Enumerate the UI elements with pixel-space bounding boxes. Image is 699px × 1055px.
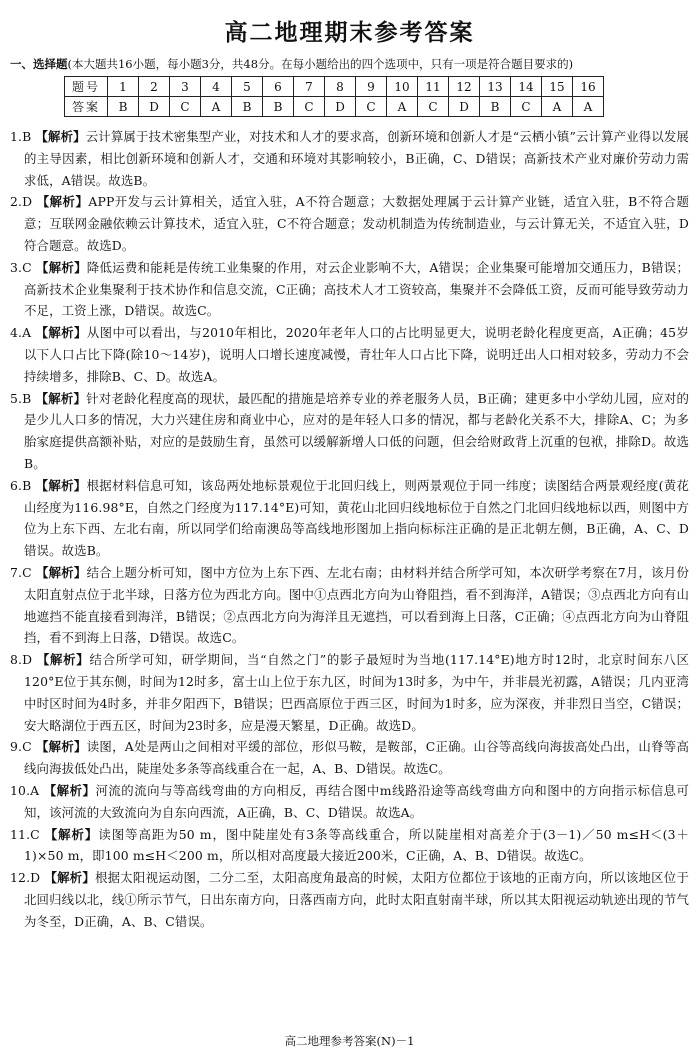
row-label-number: 题号 (65, 77, 108, 97)
item-text: APP开发与云计算相关，适宜入驻，A不符合题意；大数据处理属于云计算产业链，适宜入驻，B不符合题意；互联网金融依赖云计算技术，适宜入驻，C不符合题意；发动机制造为传统制造业，与云计算无关，不适宜入驻，D符合题意。故选D。 (24, 194, 689, 253)
item-text: 根据太阳视运动图，二分二至，太阳高度角最高的时候，太阳方位都位于该地的正南方向，所以该地区位于北回归线以北，线①所示节气，日出东南方向，日落西南方向，此时太阳直射南半球，所以其太阳视运动轨迹出现的节气为冬至，D正确，A、B、C错误。 (24, 870, 689, 929)
explanation-list (10, 126, 689, 932)
explanation-item (10, 867, 689, 932)
answer-cell: D (449, 97, 480, 117)
item-number: 1.B (10, 129, 32, 144)
answer-row (65, 97, 604, 117)
item-text: 降低运费和能耗是传统工业集聚的作用，对云企业影响不大，A错误；企业集聚可能增加交通压力，B错误；高新技术企业集聚利于技术协作和信息交流，C正确；高技术人才工资较高，集聚并不会降低工资，反而可能导致劳动力不足，工资上涨，D错误。故选C。 (24, 259, 689, 319)
analysis-tag: 【解析】 (43, 782, 96, 798)
question-number-cell: 10 (387, 77, 418, 97)
analysis-tag: 【解析】 (35, 390, 87, 406)
analysis-tag: 【解析】 (35, 477, 87, 493)
item-text: 读图，A处是两山之间相对平缓的部位，形似马鞍，是鞍部，C正确。山谷等高线向海拔高处凸出，山脊等高线向海拔低处凸出，陡崖处多条等高线重合在一起，A、B、D错误。故选C。 (24, 739, 689, 777)
question-number-cell: 13 (480, 77, 511, 97)
explanation-item (10, 322, 689, 387)
answer-cell: C (356, 97, 387, 117)
answer-cell: B (480, 97, 511, 117)
analysis-tag: 【解析】 (36, 259, 87, 275)
question-number-cell: 8 (325, 77, 356, 97)
analysis-tag: 【解析】 (36, 739, 87, 755)
question-number-cell: 6 (263, 77, 294, 97)
item-text: 云计算属于技术密集型产业，对技术和人才的要求高，创新环境和创新人才是“云栖小镇”云计算产业得以发展的主导因素，相比创新环境和创新人才，交通和环境对其影响较小，B正确，C、D错误；高新技术产业对廉价劳动力需求低，A错误。故选B。 (24, 129, 689, 188)
question-number-cell: 16 (573, 77, 604, 97)
answer-cell: B (263, 97, 294, 117)
question-number-cell: 3 (170, 77, 201, 97)
explanation-item (10, 191, 689, 256)
page-title: 高二地理期末参考答案 (224, 20, 475, 46)
item-number: 5.B (10, 390, 32, 406)
section-heading (10, 56, 689, 72)
answer-cell: B (232, 97, 263, 117)
section-label: 一、选择题 (10, 57, 68, 71)
explanation-item (10, 736, 689, 780)
answer-cell: A (387, 97, 418, 117)
answer-cell: B (108, 97, 139, 117)
analysis-tag: 【解析】 (35, 129, 86, 144)
question-number-cell: 15 (542, 77, 573, 97)
item-text: 从图中可以看出，与2010年相比，2020年老年人口的占比明显更大，说明老龄化程度更高，A正确；45岁以下人口占比下降(除10～14岁)，说明人口增长速度减慢，青壮年人口占比下降，说明迁出人口相对较多，劳动力不会持续增多，排除B、C、D。故选A。 (24, 325, 689, 384)
item-text: 针对老龄化程度高的现状，最匹配的措施是培养专业的养老服务人员，B正确；建更多中小学幼儿园，应对的是少儿人口多的情况，大力兴建住房和商业中心，应对的是年轻人口多的情况，都与老龄化关系不大，排除A、C；为多胎家庭提供高额补贴，对应的是鼓励生育，虽然可以缓解新增人口低的问题，但会给财政背上沉重的包袱，排除D。故选B。 (24, 390, 689, 471)
item-number: 11.C (10, 826, 40, 842)
analysis-tag: 【解析】 (35, 564, 87, 580)
item-number: 10.A (10, 782, 40, 798)
item-number: 8.D (10, 652, 33, 668)
row-label-answer: 答案 (65, 97, 108, 117)
explanation-item (10, 649, 689, 736)
item-number: 3.C (10, 259, 32, 275)
analysis-tag: 【解析】 (36, 652, 90, 668)
answer-cell: C (294, 97, 325, 117)
item-text: 结合所学可知，研学期间，当“自然之门”的影子最短时为当地(117.14°E)地方时12时，北京时间东八区120°E位于其东侧，时间为12时多，富士山上位于东九区，时间为13时多，为中午，并非晨光初露，A错误；几内亚湾中时区时间为4时多，并非夕阳西下，B错误；巴西高原位于西三区，时间为1时多，应为深夜，并非烈日当空，C错误；安大略湖位于西五区，时间为23时多，应是漫天繁星，D正确。故选D。 (24, 652, 689, 733)
answer-cell: A (542, 97, 573, 117)
page-footer: 高二地理参考答案(N)－1 (284, 1034, 415, 1048)
item-number: 7.C (10, 564, 32, 580)
explanation-item (10, 824, 689, 868)
answer-cell: A (201, 97, 232, 117)
question-number-cell: 2 (139, 77, 170, 97)
question-number-cell: 1 (108, 77, 139, 97)
question-number-cell: 7 (294, 77, 325, 97)
explanation-item (10, 475, 689, 562)
explanation-item (10, 780, 689, 824)
analysis-tag: 【解析】 (36, 194, 89, 210)
question-number-cell: 4 (201, 77, 232, 97)
item-text: 读图等高距为50 m，图中陡崖处有3条等高线重合，所以陡崖相对高差介于(3－1)／50 m≤H＜(3＋1)×50 m，即100 m≤H＜200 m，所以相对高度最大接近200米，C正确，A、B、D错误。故选C。 (24, 826, 690, 864)
answer-cell: D (325, 97, 356, 117)
question-number-cell: 11 (418, 77, 449, 97)
answer-table (64, 76, 604, 117)
question-number-cell: 14 (511, 77, 542, 97)
answer-cell: A (573, 97, 604, 117)
item-number: 9.C (10, 739, 32, 755)
analysis-tag: 【解析】 (44, 826, 99, 842)
item-number: 4.A (10, 325, 32, 341)
question-number-cell: 12 (449, 77, 480, 97)
explanation-item (10, 388, 689, 475)
question-number-cell: 5 (232, 77, 263, 97)
item-number: 12.D (10, 870, 41, 886)
analysis-tag: 【解析】 (44, 870, 96, 886)
explanation-item (10, 126, 689, 191)
item-number: 2.D (10, 194, 33, 210)
item-text: 根据材料信息可知，该岛两处地标景观位于北回归线上，则两景观位于同一纬度；读图结合两景观经度(黄花山经度为116.98°E，自然之门经度为117.14°E)可知，黄花山北回归线地标位于自然之门北回归线地标以西，则图中方位为上东下西、左北右南，所以同学们给南澳岛等高线地形图加上指向标标注正确的是正北朝左侧，B正确，A、C、D错误。故选B。 (24, 477, 689, 559)
explanation-item (10, 257, 689, 322)
answer-cell: D (139, 97, 170, 117)
item-text: 结合上题分析可知，图中方位为上东下西、左北右南；由材料并结合所学可知，本次研学考察在7月，该月份太阳直射点位于北半球，日落方位为西北方向。图中①点西北方向为山脊阻挡，看不到海洋，A错误；③点西北方向有山地遮挡不能直接看到海洋，B错误；②点西北方向为海洋且无遮挡，可以看到海上日落，C正确；④点西北方向为山脊阻挡，看不到海上日落，D错误。故选C。 (24, 564, 689, 646)
section-description: (本大题共16小题，每小题3分，共48分。在每小题给出的四个选项中，只有一项是符合题目要求的) (67, 57, 574, 71)
question-number-row (65, 77, 604, 97)
analysis-tag: 【解析】 (35, 325, 87, 341)
explanation-item (10, 562, 689, 649)
item-number: 6.B (10, 477, 32, 493)
answer-cell: C (418, 97, 449, 117)
answer-cell: C (170, 97, 201, 117)
answer-cell: C (511, 97, 542, 117)
item-text: 河流的流向与等高线弯曲的方向相反，再结合图中m线路沿途等高线弯曲方向和图中的方向指示标信息可知，该河流的大致流向为自东向西流，A正确，B、C、D错误。故选A。 (24, 782, 689, 820)
question-number-cell: 9 (356, 77, 387, 97)
